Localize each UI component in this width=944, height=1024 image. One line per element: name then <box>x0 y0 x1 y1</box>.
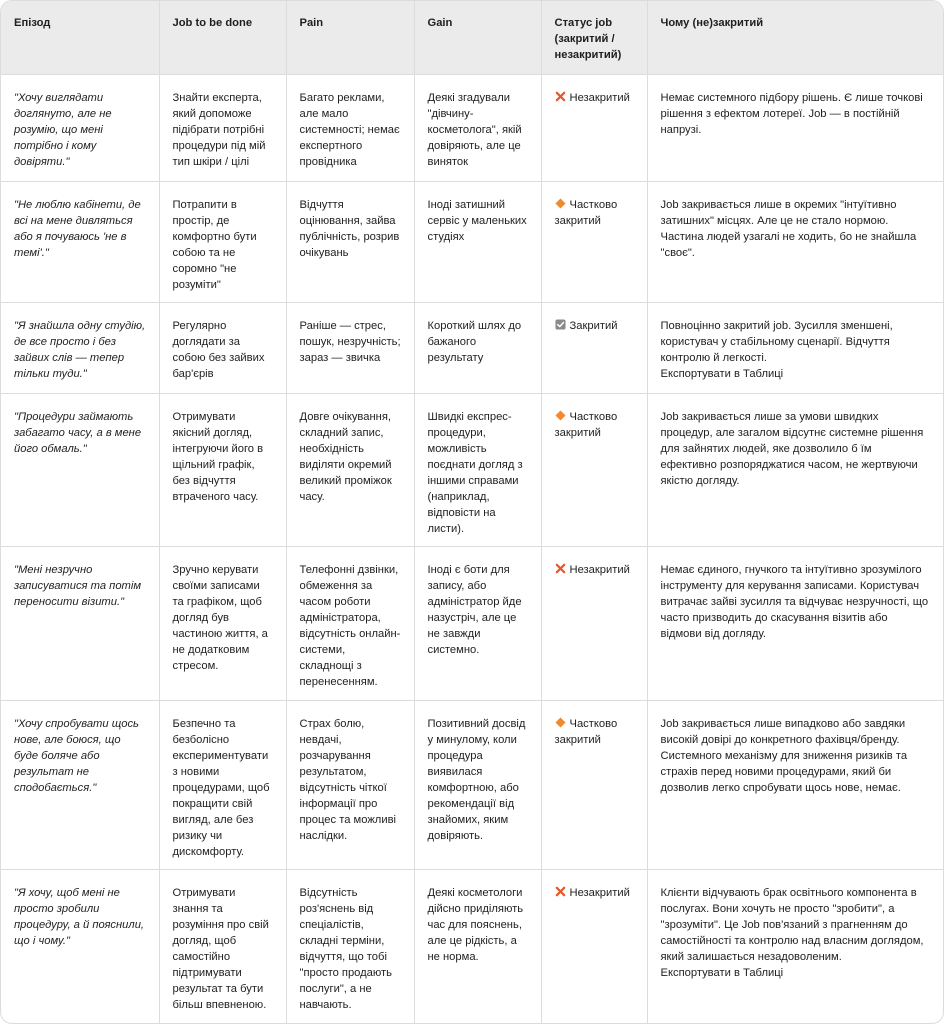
status-label: Закритий <box>569 319 618 332</box>
header-pain: Pain <box>286 1 414 74</box>
episode-cell: "Не люблю кабінети, де всі на мене дивляться або я почуваюсь 'не в темі'." <box>1 181 159 302</box>
status-cell <box>541 181 647 302</box>
jtbd-table <box>1 1 943 1023</box>
gain-cell: Деякі згадували "дівчину-косметолога", якій довіряють, але це виняток <box>414 74 541 181</box>
why-cell: Job закривається лише випадково або завдяки високій довірі до конкретного фахівця/бренду. Системного механізму для зниження ризиків та страхів перед новими процедурами, який би дозволив легко спробувати щось нове, немає. <box>647 700 943 869</box>
pain-cell: Відсутність роз'яснень від спеціалістів, складні терміни, відчуття, що тобі "просто продають послуги", а не навчають. <box>286 869 414 1023</box>
gain-cell: Швидкі експрес-процедури, можливість поєднати догляд з іншими справами (наприклад, відповісти на листи). <box>414 393 541 546</box>
episode-cell: "Я хочу, щоб мені не просто зробили процедуру, а й пояснили, що і чому." <box>1 869 159 1023</box>
gain-cell: Деякі косметологи дійсно приділяють час для пояснень, але це рідкість, а не норма. <box>414 869 541 1023</box>
gain-cell: Позитивний досвід у минулому, коли процедура виявилася комфортною, або рекомендації від знайомих, яким довіряють. <box>414 700 541 869</box>
status-label: Частково закритий <box>554 198 618 227</box>
table-row <box>1 546 943 700</box>
job-cell: Зручно керувати своїми записами та графіком, щоб догляд був частиною життя, а не додатковим стресом. <box>159 546 286 700</box>
job-cell: Безпечно та безболісно експериментувати з новими процедурами, щоб покращити свій вигляд, але без ризику чи дискомфорту. <box>159 700 286 869</box>
job-cell: Знайти експерта, який допоможе підібрати потрібні процедури під мій тип шкіри / цілі <box>159 74 286 181</box>
header-why: Чому (не)закритий <box>647 1 943 74</box>
episode-cell: "Процедури займають забагато часу, а в мене його обмаль." <box>1 393 159 546</box>
status-label: Незакритий <box>569 91 630 104</box>
status-label: Частково закритий <box>554 717 618 746</box>
pain-cell: Телефонні дзвінки, обмеження за часом роботи адміністратора, відсутність онлайн-системи, складнощі з перенесенням. <box>286 546 414 700</box>
table-row <box>1 393 943 546</box>
header-job: Job to be done <box>159 1 286 74</box>
table-row <box>1 181 943 302</box>
why-cell: Job закривається лише за умови швидких процедур, але загалом відсутнє системне рішення для зайнятих людей, яке дозволило б їм ефективно розпоряджатися часом, не жертвуючи якістю догляду. <box>647 393 943 546</box>
gain-cell: Іноді є боти для запису, або адміністратор йде назустріч, але це не завжди системно. <box>414 546 541 700</box>
cross-icon <box>555 564 570 576</box>
why-cell: Немає системного підбору рішень. Є лише точкові рішення з ефектом лотереї. Job — в постійній напрузі. <box>647 74 943 181</box>
job-cell: Отримувати якісний догляд, інтегруючи його в щільний графік, без відчуття втраченого часу. <box>159 393 286 546</box>
episode-cell: "Хочу виглядати доглянуто, але не розумію, що мені потрібно і кому довіряти." <box>1 74 159 181</box>
table-row <box>1 74 943 181</box>
why-cell: Немає єдиного, гнучкого та інтуїтивно зрозумілого інструменту для керування записами. Користувач витрачає зайві зусилля та відчуває незручності, що часто призводить до скасування візитів або відмови від догляду. <box>647 546 943 700</box>
status-cell <box>541 393 647 546</box>
pain-cell: Довге очікування, складний запис, необхідність виділяти окремий великий проміжок часу. <box>286 393 414 546</box>
gain-cell: Короткий шлях до бажаного результату <box>414 302 541 393</box>
job-cell: Потрапити в простір, де комфортно бути собою та не соромно "не розуміти" <box>159 181 286 302</box>
why-cell: Повноцінно закритий job. Зусилля зменшені, користувач у стабільному сценарії. Відчуття контролю й легкості. Експортувати в Таблиці <box>647 302 943 393</box>
status-cell <box>541 869 647 1023</box>
status-label: Частково закритий <box>554 410 618 439</box>
diamond-icon <box>555 199 570 211</box>
table-row <box>1 700 943 869</box>
pain-cell: Багато реклами, але мало системності; немає експертного провідника <box>286 74 414 181</box>
episode-cell: "Хочу спробувати щось нове, але боюся, що буде боляче або результат не сподобається." <box>1 700 159 869</box>
job-cell: Регулярно доглядати за собою без зайвих бар'єрів <box>159 302 286 393</box>
header-row <box>1 1 943 74</box>
status-cell <box>541 700 647 869</box>
status-label: Незакритий <box>569 563 630 576</box>
status-label: Незакритий <box>569 886 630 899</box>
cross-icon <box>555 92 570 104</box>
job-cell: Отримувати знання та розуміння про свій догляд, щоб самостійно підтримувати результат та бути більш впевненою. <box>159 869 286 1023</box>
diamond-icon <box>555 718 570 730</box>
why-cell: Job закривається лише в окремих "інтуїтивно затишних" місцях. Але це не стало нормою. Частина людей узагалі не ходить, бо не знайшла "своє". <box>647 181 943 302</box>
pain-cell: Страх болю, невдачі, розчарування результатом, відсутність чіткої інформації про процес та можливі наслідки. <box>286 700 414 869</box>
pain-cell: Раніше — стрес, пошук, незручність; зараз — звичка <box>286 302 414 393</box>
episode-cell: "Мені незручно записуватися та потім переносити візити." <box>1 546 159 700</box>
check-icon <box>555 320 570 332</box>
cross-icon <box>555 887 570 899</box>
status-cell <box>541 302 647 393</box>
why-cell: Клієнти відчувають брак освітнього компонента в послугах. Вони хочуть не просто "зробити", а "зрозуміти". Це Job пов'язаний з прагненням до самостійності та контролю над власним доглядом, який залишається незадоволеним. Експортувати в Таблиці <box>660 886 924 979</box>
header-status: Статус job (закритий / незакритий) <box>541 1 647 74</box>
header-gain: Gain <box>414 1 541 74</box>
episode-cell: "Я знайшла одну студію, де все просто і без зайвих слів — тепер тільки туди." <box>1 302 159 393</box>
header-episode: Епізод <box>1 1 159 74</box>
table-row <box>1 869 943 1023</box>
status-cell <box>541 74 647 181</box>
diamond-icon <box>555 411 570 423</box>
pain-cell: Відчуття оцінювання, зайва публічність, розрив очікувань <box>286 181 414 302</box>
status-cell <box>541 546 647 700</box>
gain-cell: Іноді затишний сервіс у маленьких студіях <box>414 181 541 302</box>
table-row <box>1 302 943 393</box>
